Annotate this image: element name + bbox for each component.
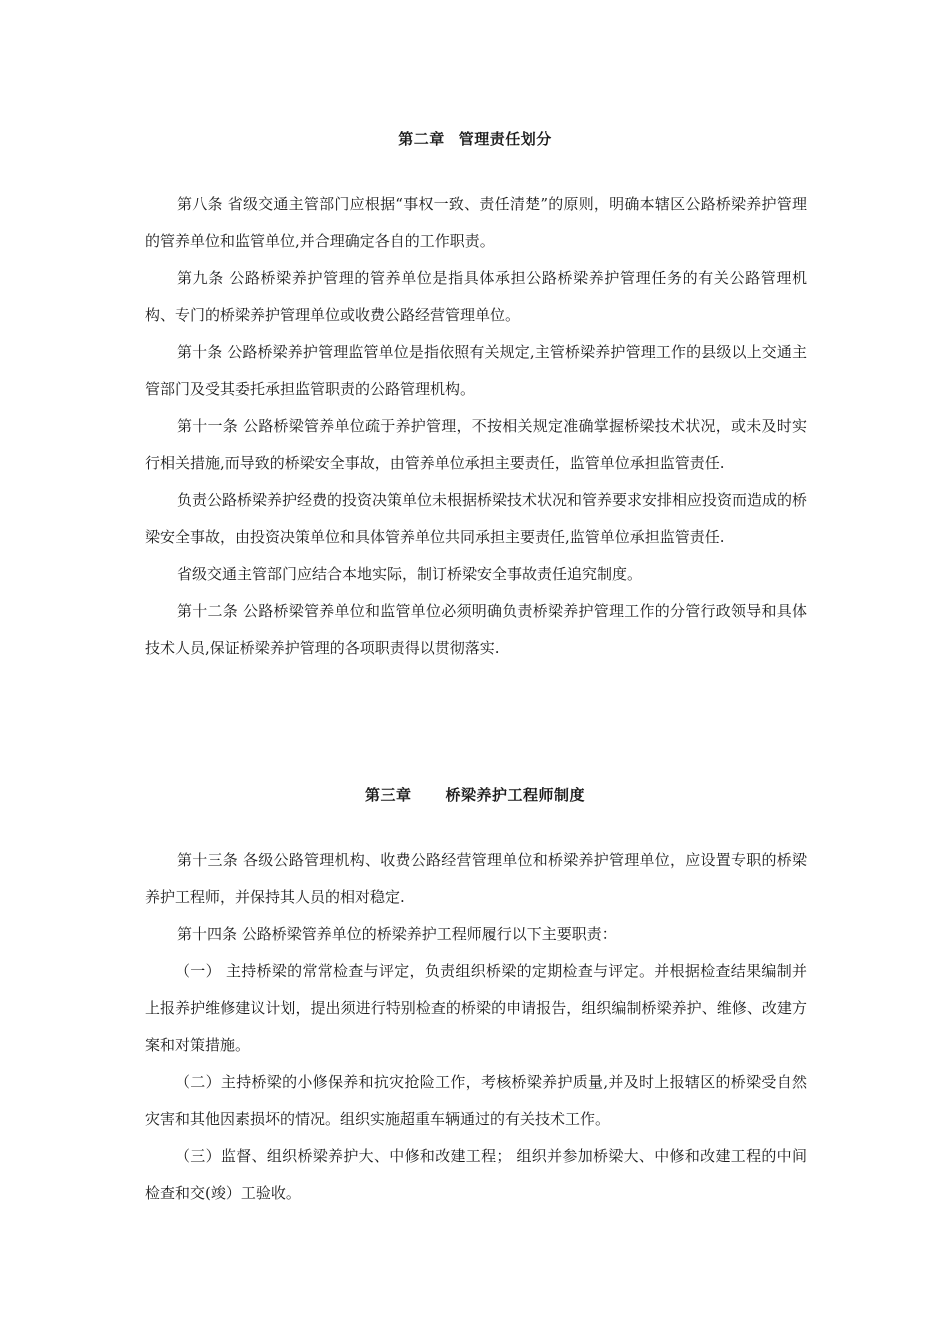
- duty-item-3: （三）监督、组织桥梁养护大、中修和改建工程； 组织并参加桥梁大、中修和改建工程的中间检查和交(竣）工验收。: [145, 1147, 807, 1202]
- article-14: 第十四条 公路桥梁管养单位的桥梁养护工程师履行以下主要职责：: [177, 925, 617, 943]
- chapter-2-heading: [0, 128, 950, 149]
- article-11: 第十一条 公路桥梁管养单位疏于养护管理，不按相关规定准确掌握桥梁技术状况，或未及时实行相关措施,而导致的桥梁安全事故，由管养单位承担主要责任，监管单位承担监管责任.: [145, 417, 807, 472]
- article-10: 第十条 公路桥梁养护管理监管单位是指依照有关规定,主管桥梁养护管理工作的县级以上交通主管部门及受其委托承担监管职责的公路管理机构。: [145, 343, 807, 398]
- chapter-3-number: 第三章: [364, 786, 412, 804]
- chapter-3-body: [145, 842, 807, 1212]
- chapter-3-title: 桥梁养护工程师制度: [445, 786, 586, 804]
- article-9: 第九条 公路桥梁养护管理的管养单位是指具体承担公路桥梁养护管理任务的有关公路管理机构、专门的桥梁养护管理单位或收费公路经营管理单位。: [145, 269, 807, 324]
- duty-item-2: （二）主持桥梁的小修保养和抗灾抢险工作，考核桥梁养护质量,并及时上报辖区的桥梁受自然灾害和其他因素损坏的情况。组织实施超重车辆通过的有关技术工作。: [145, 1073, 807, 1128]
- chapter-2-title: 管理责任划分: [458, 130, 552, 148]
- chapter-2-number: 第二章: [398, 130, 445, 148]
- article-12: 第十二条 公路桥梁管养单位和监管单位必须明确负责桥梁养护管理工作的分管行政领导和具体技术人员,保证桥梁养护管理的各项职责得以贯彻落实.: [145, 602, 807, 657]
- article-11-paragraph-2: 负责公路桥梁养护经费的投资决策单位未根据桥梁技术状况和管养要求安排相应投资而造成的桥梁安全事故，由投资决策单位和具体管养单位共同承担主要责任,监管单位承担监管责任.: [145, 491, 808, 546]
- article-11-paragraph-3: 省级交通主管部门应结合本地实际，制订桥梁安全事故责任追究制度。: [177, 565, 643, 583]
- article-13: 第十三条 各级公路管理机构、收费公路经营管理单位和桥梁养护管理单位，应设置专职的桥梁养护工程师，并保持其人员的相对稳定.: [145, 851, 807, 906]
- chapter-3-heading: [0, 784, 950, 805]
- chapter-2-body: [145, 186, 807, 667]
- article-8: 第八条 省级交通主管部门应根据“事权一致、责任清楚”的原则，明确本辖区公路桥梁养护管理的管养单位和监管单位,并合理确定各自的工作职责。: [145, 195, 807, 250]
- duty-item-1: （一） 主持桥梁的常常检查与评定，负责组织桥梁的定期检查与评定。并根据检查结果编制并上报养护维修建议计划，提出须进行特别检查的桥梁的申请报告，组织编制桥梁养护、维修、改建方案和对策措施。: [145, 962, 807, 1054]
